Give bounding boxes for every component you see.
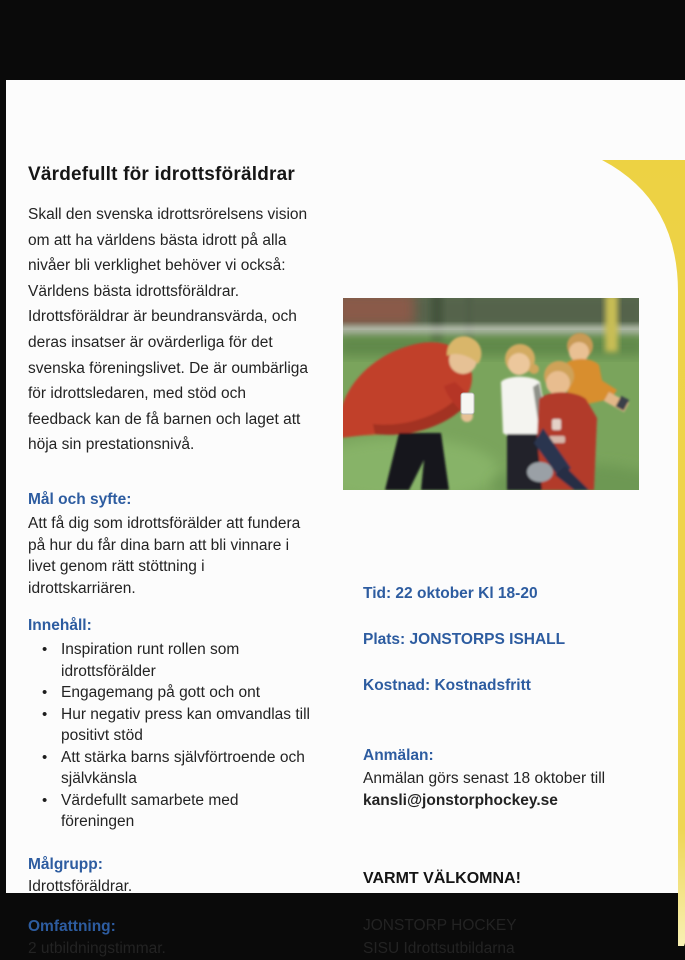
goal-line: på hur du får dina barn att bli vinnare i xyxy=(28,536,290,554)
goal-line: livet genom rätt stöttning i xyxy=(28,558,205,575)
goal-heading: Mål och syfte: xyxy=(28,491,132,508)
content-bullet: • Värdefullt samarbete med föreningen xyxy=(28,790,338,833)
content-heading: Innehåll: xyxy=(28,617,92,634)
intro-line: deras insatser är ovärderliga för det xyxy=(28,333,273,351)
event-photo-illustration xyxy=(343,298,639,490)
corner-swoosh-decoration xyxy=(566,160,685,960)
intro-line: Idrottsföräldrar är beundransvärda, och xyxy=(28,308,297,326)
content-bullet: • Engagemang på gott och ont xyxy=(28,682,338,704)
event-cost: Kostnad: Kostnadsfritt xyxy=(363,677,531,694)
intro-line: nivåer bli verklighet behöver vi också: xyxy=(28,257,286,275)
intro-line: feedback kan de få barnen och laget att xyxy=(28,410,301,428)
flyer-page xyxy=(6,80,685,957)
event-photo xyxy=(343,298,639,490)
welcome-text: VARMT VÄLKOMNA! xyxy=(363,870,521,887)
target-group-heading: Målgrupp: xyxy=(28,856,103,873)
registration-heading: Anmälan: xyxy=(363,747,434,764)
intro-line: för idrottsledaren, med stöd och xyxy=(28,385,246,403)
organizer-line-1: JONSTORP HOCKEY xyxy=(363,917,517,934)
goal-line: idrottskarriären. xyxy=(28,579,136,597)
scope-heading: Omfattning: xyxy=(28,918,116,935)
content-bullet-list xyxy=(28,639,338,833)
intro-paragraph xyxy=(28,202,308,458)
registration-line: Anmälan görs senast 18 oktober till xyxy=(363,770,606,787)
page-title: Värdefullt för idrottsföräldrar xyxy=(28,164,295,185)
intro-line: om att ha världens bästa idrott på alla xyxy=(28,231,287,249)
intro-line: svenska föreningslivet. De är oumbärliga xyxy=(28,359,308,377)
intro-line: Världens bästa idrottsföräldrar. xyxy=(28,282,240,300)
target-group-body: Idrottsföräldrar. xyxy=(28,878,133,895)
goal-line: Att få dig som idrottsförälder att fundera xyxy=(28,515,301,532)
intro-line: Skall den svenska idrottsrörelsens vision xyxy=(28,206,308,223)
registration-email: kansli@jonstorphockey.se xyxy=(363,792,558,809)
goal-paragraph xyxy=(28,513,300,599)
organizer-line-2: SISU Idrottsutbildarna xyxy=(363,940,515,957)
event-place: Plats: JONSTORPS ISHALL xyxy=(363,631,566,648)
event-time: Tid: 22 oktober Kl 18-20 xyxy=(363,585,538,602)
content-bullet: • Att stärka barns självförtroende och självkänsla xyxy=(28,747,338,790)
content-bullet: • Inspiration runt rollen som idrottsförälder xyxy=(28,639,338,682)
scope-body: 2 utbildningstimmar. xyxy=(28,940,166,957)
content-bullet: • Hur negativ press kan omvandlas till positivt stöd xyxy=(28,704,338,747)
intro-line: höja sin prestationsnivå. xyxy=(28,436,195,454)
